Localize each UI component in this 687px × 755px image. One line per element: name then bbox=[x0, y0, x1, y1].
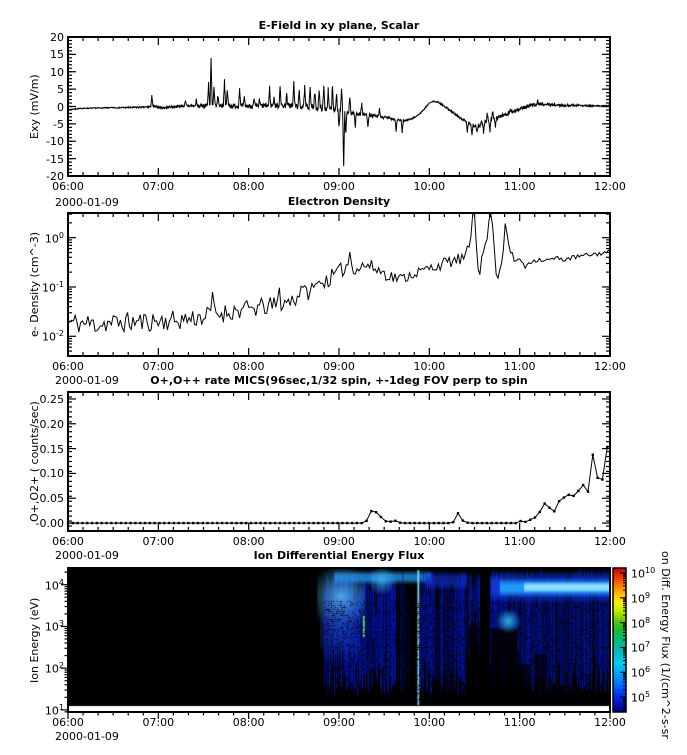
data-point-marker bbox=[91, 522, 93, 524]
data-point-marker bbox=[129, 522, 131, 524]
panel-2-title: Electron Density bbox=[287, 195, 391, 208]
data-point-marker bbox=[298, 522, 300, 524]
data-point-marker bbox=[596, 477, 598, 479]
series-line bbox=[68, 58, 610, 166]
data-point-marker bbox=[500, 522, 502, 524]
x-tick-label-panel-2: 11:00 bbox=[503, 360, 536, 373]
data-point-marker bbox=[235, 522, 237, 524]
panel-4-title: Ion Differential Energy Flux bbox=[253, 549, 425, 562]
data-point-marker bbox=[216, 522, 218, 524]
data-point-marker bbox=[433, 522, 435, 524]
data-point-marker bbox=[336, 522, 338, 524]
data-point-marker bbox=[245, 522, 247, 524]
data-point-marker bbox=[178, 522, 180, 524]
panel-1-date-label: 2000-01-09 bbox=[55, 196, 119, 209]
data-point-marker bbox=[457, 512, 459, 514]
data-point-marker bbox=[587, 491, 589, 493]
data-point-marker bbox=[418, 522, 420, 524]
data-point-marker bbox=[158, 522, 160, 524]
data-point-marker bbox=[240, 522, 242, 524]
colorbar-tick-label: $10^9$ bbox=[631, 590, 651, 606]
panel-1-title: E-Field in xy plane, Scalar bbox=[258, 19, 420, 32]
data-point-marker bbox=[519, 520, 521, 522]
x-tick-label-panel-4: 10:00 bbox=[413, 716, 446, 729]
y-tick-label-panel-1: -10 bbox=[46, 135, 64, 149]
x-tick-label-panel-2: 06:00 bbox=[52, 360, 84, 373]
data-point-marker bbox=[370, 510, 372, 512]
y-tick-label-panel-1: 0 bbox=[57, 100, 64, 114]
data-point-marker bbox=[115, 522, 117, 524]
data-point-marker bbox=[404, 522, 406, 524]
data-point-marker bbox=[399, 522, 401, 524]
data-point-marker bbox=[471, 522, 473, 524]
data-point-marker bbox=[288, 522, 290, 524]
x-tick-label-panel-1: 07:00 bbox=[142, 180, 175, 193]
y-tick-label-panel-3: 0.05 bbox=[39, 492, 64, 506]
data-point-marker bbox=[346, 522, 348, 524]
data-point-marker bbox=[423, 522, 425, 524]
data-point-marker bbox=[67, 522, 69, 524]
x-tick-label-panel-1: 11:00 bbox=[503, 180, 536, 193]
data-point-marker bbox=[101, 522, 103, 524]
data-point-marker bbox=[592, 454, 594, 456]
data-point-marker bbox=[226, 522, 228, 524]
data-point-marker bbox=[476, 522, 478, 524]
data-point-marker bbox=[96, 522, 98, 524]
series-line bbox=[68, 447, 607, 523]
data-point-marker bbox=[206, 522, 208, 524]
colorbar-tick-label: $10^7$ bbox=[631, 640, 651, 656]
data-point-marker bbox=[197, 522, 199, 524]
data-point-marker bbox=[322, 522, 324, 524]
y-tick-label-panel-1: 5 bbox=[57, 83, 64, 97]
x-tick-label-panel-4: 06:00 bbox=[52, 716, 84, 729]
data-point-marker bbox=[250, 522, 252, 524]
data-point-marker bbox=[563, 496, 565, 498]
panel-4-y-axis-label: Ion Energy (eV) bbox=[28, 597, 41, 683]
y-tick-label-panel-4: $10^1$ bbox=[44, 702, 64, 718]
data-point-marker bbox=[606, 446, 608, 448]
y-tick-label-panel-4: $10^2$ bbox=[44, 661, 64, 676]
colorbar-tick-label: $10^5$ bbox=[631, 690, 651, 705]
x-tick-label-panel-3: 12:00 bbox=[594, 535, 626, 548]
data-point-marker bbox=[394, 520, 396, 522]
data-point-marker bbox=[231, 522, 233, 524]
panel-3-date-label: 2000-01-09 bbox=[55, 549, 119, 562]
data-point-marker bbox=[481, 522, 483, 524]
x-tick-label-panel-4: 11:00 bbox=[503, 716, 536, 729]
data-point-marker bbox=[221, 522, 223, 524]
data-point-marker bbox=[110, 522, 112, 524]
x-tick-label-panel-3: 11:00 bbox=[503, 535, 536, 548]
data-point-marker bbox=[505, 522, 507, 524]
data-point-marker bbox=[409, 522, 411, 524]
data-point-marker bbox=[568, 494, 570, 496]
y-tick-label-panel-4: $10^3$ bbox=[44, 619, 64, 635]
data-point-marker bbox=[380, 516, 382, 518]
data-point-marker bbox=[153, 522, 155, 524]
data-point-marker bbox=[553, 510, 555, 512]
y-tick-label-panel-1: -20 bbox=[46, 170, 64, 183]
x-tick-label-panel-1: 10:00 bbox=[413, 180, 446, 193]
data-point-marker bbox=[375, 511, 377, 513]
data-point-marker bbox=[558, 500, 560, 502]
data-point-marker bbox=[548, 507, 550, 509]
data-point-marker bbox=[534, 516, 536, 518]
x-tick-label-panel-3: 06:00 bbox=[52, 535, 84, 548]
y-tick-label-panel-3: 0.10 bbox=[39, 467, 64, 481]
data-point-marker bbox=[495, 522, 497, 524]
data-point-marker bbox=[168, 522, 170, 524]
data-point-marker bbox=[182, 522, 184, 524]
data-point-marker bbox=[413, 522, 415, 524]
data-point-marker bbox=[293, 522, 295, 524]
data-point-marker bbox=[317, 522, 319, 524]
data-point-marker bbox=[139, 522, 141, 524]
x-tick-label-panel-2: 07:00 bbox=[142, 360, 175, 373]
data-point-marker bbox=[572, 495, 574, 497]
x-tick-label-panel-2: 08:00 bbox=[232, 360, 265, 373]
data-point-marker bbox=[361, 522, 363, 524]
data-point-marker bbox=[125, 522, 127, 524]
data-point-marker bbox=[428, 522, 430, 524]
y-tick-label-panel-3: 0.25 bbox=[39, 392, 64, 406]
y-tick-label-panel-2: $10^{-2}$ bbox=[42, 329, 64, 344]
data-point-marker bbox=[264, 522, 266, 524]
data-point-marker bbox=[601, 478, 603, 480]
x-tick-label-panel-2: 12:00 bbox=[594, 360, 626, 373]
data-point-marker bbox=[385, 520, 387, 522]
x-tick-label-panel-4: 08:00 bbox=[232, 716, 265, 729]
y-tick-label-panel-1: -15 bbox=[46, 152, 64, 166]
x-tick-label-panel-1: 06:00 bbox=[52, 180, 84, 193]
x-tick-label-panel-1: 12:00 bbox=[594, 180, 626, 193]
data-point-marker bbox=[539, 511, 541, 513]
data-point-marker bbox=[582, 484, 584, 486]
x-tick-label-panel-2: 10:00 bbox=[413, 360, 446, 373]
data-point-marker bbox=[187, 522, 189, 524]
data-point-marker bbox=[303, 522, 305, 524]
data-point-marker bbox=[259, 522, 261, 524]
data-point-marker bbox=[120, 522, 122, 524]
y-tick-label-panel-1: 10 bbox=[50, 65, 64, 79]
x-tick-label-panel-3: 08:00 bbox=[232, 535, 265, 548]
data-point-marker bbox=[389, 520, 391, 522]
data-point-marker bbox=[332, 522, 334, 524]
data-point-marker bbox=[577, 490, 579, 492]
x-tick-label-panel-4: 12:00 bbox=[594, 716, 626, 729]
y-tick-label-panel-3: -0.00 bbox=[35, 517, 64, 531]
data-point-marker bbox=[312, 522, 314, 524]
colorbar-axis-label: on Diff. Energy Flux (1/(cm^2-s-sr bbox=[659, 551, 672, 739]
data-point-marker bbox=[510, 522, 512, 524]
data-point-marker bbox=[438, 522, 440, 524]
y-tick-label-panel-2: $10^{-1}$ bbox=[42, 279, 64, 295]
colorbar-tick-label: $10^8$ bbox=[631, 615, 651, 631]
y-tick-label-panel-4: $10^4$ bbox=[44, 577, 64, 593]
data-point-marker bbox=[192, 522, 194, 524]
data-point-marker bbox=[524, 521, 526, 523]
y-tick-label-panel-3: 0.15 bbox=[39, 442, 64, 456]
panel-3-title: O+,O++ rate MICS(96sec,1/32 spin, +-1deg FOV perp to spin bbox=[150, 374, 528, 387]
data-point-marker bbox=[86, 522, 88, 524]
data-point-marker bbox=[515, 522, 517, 524]
data-point-marker bbox=[341, 522, 343, 524]
x-tick-label-panel-3: 07:00 bbox=[142, 535, 175, 548]
data-point-marker bbox=[173, 522, 175, 524]
data-point-marker bbox=[163, 522, 165, 524]
data-point-marker bbox=[81, 522, 83, 524]
y-tick-label-panel-3: 0.20 bbox=[39, 417, 64, 431]
data-point-marker bbox=[365, 520, 367, 522]
colorbar-tick-label: $10^6$ bbox=[631, 665, 651, 680]
data-point-marker bbox=[105, 522, 107, 524]
panel-3-y-axis-label: O+,O2+ ( counts/sec) bbox=[28, 401, 41, 522]
data-point-marker bbox=[72, 522, 74, 524]
data-point-marker bbox=[283, 522, 285, 524]
data-point-marker bbox=[356, 522, 358, 524]
data-point-marker bbox=[211, 522, 213, 524]
panel-2-date-label: 2000-01-09 bbox=[55, 374, 119, 387]
data-point-marker bbox=[447, 522, 449, 524]
data-point-marker bbox=[269, 522, 271, 524]
data-point-marker bbox=[255, 522, 257, 524]
x-tick-label-panel-4: 09:00 bbox=[323, 716, 355, 729]
data-point-marker bbox=[149, 522, 151, 524]
data-point-marker bbox=[308, 522, 310, 524]
x-tick-label-panel-1: 09:00 bbox=[323, 180, 355, 193]
panel-4-date-label: 2000-01-09 bbox=[55, 730, 119, 743]
data-point-marker bbox=[466, 521, 468, 523]
series-line bbox=[68, 214, 610, 332]
data-point-marker bbox=[486, 522, 488, 524]
data-point-marker bbox=[202, 522, 204, 524]
data-point-marker bbox=[279, 522, 281, 524]
data-point-marker bbox=[134, 522, 136, 524]
data-point-marker bbox=[462, 519, 464, 521]
data-point-marker bbox=[490, 522, 492, 524]
x-tick-label-panel-3: 10:00 bbox=[413, 535, 446, 548]
data-point-marker bbox=[442, 522, 444, 524]
x-tick-label-panel-2: 09:00 bbox=[323, 360, 355, 373]
data-point-marker bbox=[144, 522, 146, 524]
x-tick-label-panel-3: 09:00 bbox=[323, 535, 355, 548]
data-point-marker bbox=[543, 502, 545, 504]
y-tick-label-panel-2: $10^0$ bbox=[44, 230, 64, 246]
panel-1-y-axis-label: Exy (mV/m) bbox=[28, 74, 41, 139]
data-point-marker bbox=[452, 521, 454, 523]
x-tick-label-panel-1: 08:00 bbox=[232, 180, 265, 193]
y-tick-label-panel-1: 15 bbox=[50, 48, 64, 62]
x-tick-label-panel-4: 07:00 bbox=[142, 716, 175, 729]
y-tick-label-panel-1: -5 bbox=[53, 117, 64, 131]
data-point-marker bbox=[76, 522, 78, 524]
colorbar-tick-label: $10^{10}$ bbox=[631, 565, 656, 581]
panel-2-y-axis-label: e- Density (cm^-3) bbox=[28, 231, 41, 338]
y-tick-label-panel-1: 20 bbox=[50, 31, 64, 44]
data-point-marker bbox=[351, 522, 353, 524]
data-point-marker bbox=[327, 522, 329, 524]
data-point-marker bbox=[274, 522, 276, 524]
data-point-marker bbox=[529, 519, 531, 521]
